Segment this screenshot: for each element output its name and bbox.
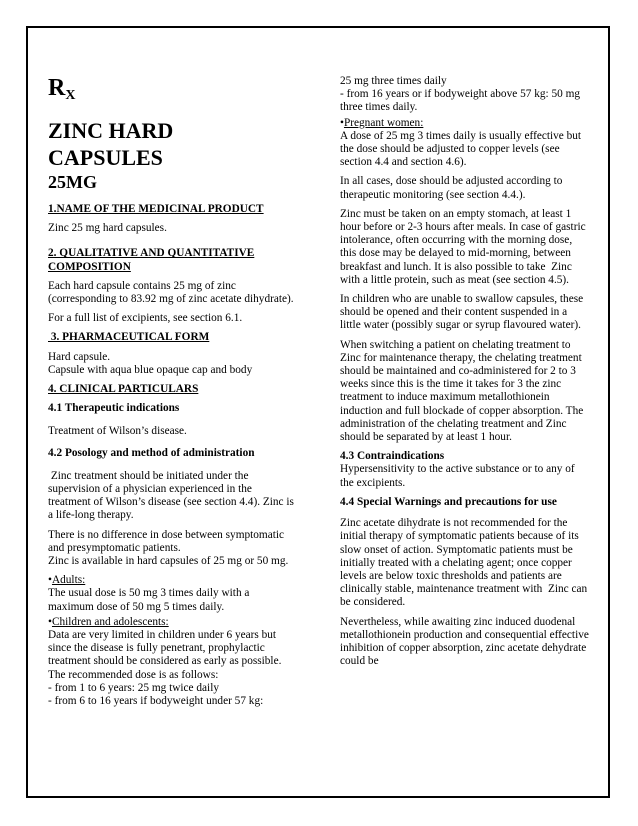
- adults-label: Adults:: [51, 574, 86, 587]
- product-title: ZINC HARD CAPSULES: [48, 118, 174, 170]
- section-2-text-1: Each hard capsule contains 25 mg of zinc (corresponding to 83.92 mg of zinc acetate dihydrate).: [48, 279, 294, 306]
- children-block: [48, 616, 296, 708]
- children-label: Children and adolescents:: [51, 615, 169, 628]
- dose-continuation: 25 mg three times daily - from 16 years or if bodyweight above 57 kg: 50 mg three times daily.: [340, 75, 581, 114]
- section-4-2-text-2: There is no difference in dose between symptomatic and presymptomatic patients. Zinc is available in hard capsules of 25 mg or 50 mg.: [48, 528, 289, 568]
- section-2-heading: 2. QUALITATIVE AND QUANTITATIVE COMPOSITION: [48, 247, 255, 273]
- adults-text: The usual dose is 50 mg 3 times daily with a maximum dose of 50 mg 5 times daily.: [48, 587, 250, 613]
- section-2-text-2: For a full list of excipients, see section 6.1.: [48, 312, 243, 325]
- section-1-heading: 1.NAME OF THE MEDICINAL PRODUCT: [48, 203, 264, 215]
- all-cases-paragraph: In all cases, dose should be adjusted according to therapeutic monitoring (see section 4.4.).: [340, 175, 563, 201]
- switching-paragraph: When switching a patient on chelating treatment to Zinc for maintenance therapy, the chelating treatment should be maintained and co-administered for 2 to 3 weeks since this is the time it takes for 3 the zinc treatment to induce maximum metallothionein induction and full blockade of copper absorption. The administration of the chelating treatment and Zinc should be separated by at least 1 hour.: [340, 338, 587, 444]
- pregnant-label: Pregnant women:: [343, 116, 424, 129]
- section-4-1-heading: 4.1 Therapeutic indications: [48, 402, 180, 415]
- section-4-heading: 4. CLINICAL PARTICULARS: [48, 383, 199, 396]
- section-3-text: Hard capsule. Capsule with aqua blue opaque cap and body: [48, 350, 253, 376]
- section-4-2-heading: 4.2 Posology and method of administration: [48, 446, 255, 459]
- section-1-text: Zinc 25 mg hard capsules.: [48, 222, 167, 235]
- section-4-3-heading: 4.3 Contraindications: [340, 450, 445, 463]
- section-4-1-text: Treatment of Wilson’s disease.: [48, 425, 187, 438]
- adults-block: [48, 574, 296, 614]
- children-capsules-paragraph: In children who are unable to swallow capsules, these should be opened and their content suspended in a little water (possibly sugar or syrup flavoured water).: [340, 293, 584, 332]
- section-4-3: [340, 450, 590, 490]
- right-column: [340, 75, 590, 674]
- children-dose-2: - from 6 to 16 years if bodyweight under 57 kg:: [48, 695, 264, 708]
- left-column: [48, 75, 296, 714]
- zinc-acetate-paragraph: Zinc acetate dihydrate is not recommended for the initial therapy of symptomatic patients because of its slow onset of action. Symptomatic patients must be initially treated with a chelating agent; once copper levels are below toxic thresholds and patients are clinically stable, maintenance treatment with Zinc can be considered.: [340, 517, 591, 609]
- section-4-2-text-1: Zinc treatment should be initiated under the supervision of a physician experienced in the treatment of Wilson’s disease (see section 4.4). Zinc is a life-long therapy.: [48, 469, 297, 522]
- empty-stomach-paragraph: Zinc must be taken on an empty stomach, at least 1 hour before or 2-3 hours after meals. In case of gastric intolerance, often occurring with the morning dose, this dose may be delayed to mid-morning, between breakfast and lunch. It is also possible to take Zinc with a little protein, such as meat (see section 4.5).: [340, 207, 589, 286]
- section-4-4-heading: 4.4 Special Warnings and precautions for use: [340, 495, 557, 508]
- section-4-3-text: Hypersensitivity to the active substance or to any of the excipients.: [340, 463, 575, 489]
- product-strength: 25MG: [48, 172, 97, 192]
- rx-symbol: $R_X$: [48, 75, 76, 103]
- section-3-heading: 3. PHARMACEUTICAL FORM: [48, 331, 210, 344]
- pregnant-text: A dose of 25 mg 3 times daily is usually effective but the dose should be adjusted to copper levels (see section 4.4 and section 4.6).: [340, 129, 582, 169]
- nevertheless-paragraph: Nevertheless, while awaiting zinc induced duodenal metallothionein production and consequential effective inhibition of copper absorption, zinc acetate dehydrate could be: [340, 615, 589, 668]
- pregnant-block: [340, 117, 590, 170]
- children-text: Data are very limited in children under 6 years but since the disease is fully penetrant, prophylactic treatment should be considered as early as possible. The recommended dose is as follows:: [48, 629, 282, 681]
- children-dose-1: - from 1 to 6 years: 25 mg twice daily: [48, 681, 219, 694]
